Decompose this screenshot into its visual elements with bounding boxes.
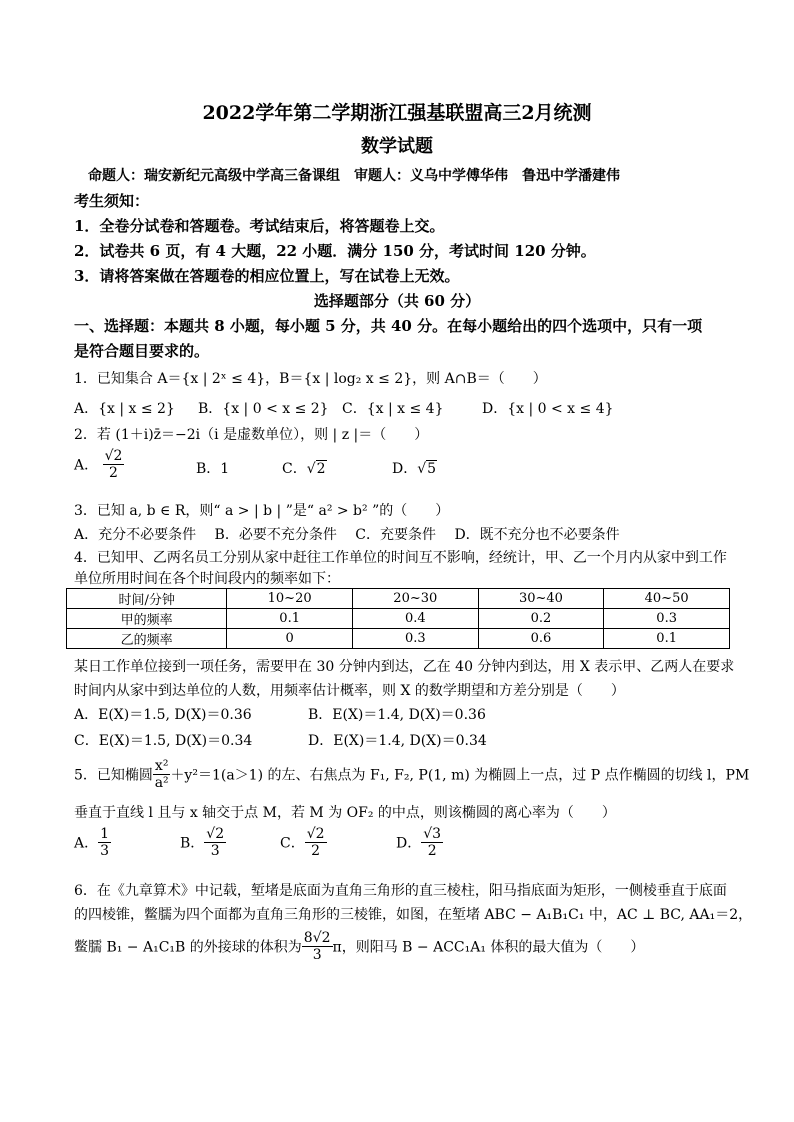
q3-stem: 3．已知 a, b ∈ R，则“ a > | b | ”是“ a² > b² ”的（ ）: [74, 503, 450, 519]
q4-option-b: B．E(X)＝1.4, D(X)＝0.36: [308, 707, 486, 723]
q3-options: A．充分不必要条件 B．必要不充分条件 C．充要条件 D．既不充分也不必要条件: [74, 527, 620, 543]
q4-line-2: 单位所用时间在各个时间段内的频率如下：: [74, 571, 340, 587]
table-cell: 0.3: [604, 609, 730, 629]
q1-option-d: D．{x | 0 < x ≤ 4}: [482, 401, 614, 417]
q5-stem: 5．已知椭圆 $\frac{\text{x²}}{\text{a²}}$ ＋y²＝1(a＞1) 的左、右焦点为 F₁, F₂, P(1, m) 为椭圆上一点，过 P 点作椭圆的切线 l，PM: [74, 758, 750, 791]
q5-option-c: C． $\frac{√2}{2}$: [280, 826, 325, 859]
table-cell: 0.1: [227, 609, 353, 629]
table-cell: 0.2: [478, 609, 604, 629]
notice-item-3: 3．请将答案做在答题卷的相应位置上，写在试卷上无效。: [74, 267, 460, 285]
q2-option-a: A． $\frac{√2}{2}$: [74, 448, 123, 481]
q4-option-a: A．E(X)＝1.5, D(X)＝0.36: [74, 707, 252, 723]
table-header: 40~50: [604, 589, 730, 609]
table-header: 10~20: [227, 589, 353, 609]
q6-line-2: 的四棱锥，鳖臑为四个面都为直角三角形的三棱锥，如图，在堑堵 ABC − A₁B₁C₁ 中，AC ⊥ BC, AA₁＝2，: [74, 907, 753, 923]
table-cell: 乙的频率: [67, 629, 227, 649]
q4-option-c: C．E(X)＝1.5, D(X)＝0.34: [74, 733, 253, 749]
q1-option-a: A．{x | x ≤ 2}: [74, 401, 175, 417]
q2-a-numerator: √2: [104, 448, 123, 464]
q1-option-c: C．{x | x ≤ 4}: [342, 401, 444, 417]
notice-heading: 考生须知：: [74, 192, 150, 210]
q2-stem: 2．若 (1＋i)z̄＝−2i（i 是虚数单位），则 | z |＝（ ）: [74, 427, 429, 443]
q2-a-denominator: 2: [109, 465, 118, 481]
table-cell: 0: [227, 629, 353, 649]
section-intro-2: 是符合题目要求的。: [74, 342, 210, 360]
q2-option-c: C．√2: [282, 461, 326, 477]
table-header: 时间/分钟: [67, 589, 227, 609]
q4-line-1: 4．已知甲、乙两名员工分别从家中赶往工作单位的时间互不影响，经统计，甲、乙一个月内从家中到工作: [74, 550, 727, 566]
table-cell: 甲的频率: [67, 609, 227, 629]
section-intro-1: 一、选择题：本题共 8 小题，每小题 5 分，共 40 分。在每小题给出的四个选项中，只有一项: [74, 317, 703, 335]
notice-item-1: 1．全卷分试卷和答题卷。考试结束后，将答题卷上交。: [74, 217, 445, 235]
table-cell: 0.4: [352, 609, 478, 629]
notice-item-2: 2．试卷共 6 页，有 4 大题，22 小题．满分 150 分，考试时间 120 分钟。: [74, 242, 596, 260]
exam-title: 2022学年第二学期浙江强基联盟高三2月统测: [202, 102, 592, 124]
q6-fraction: $\frac{8√2}{3}$: [303, 930, 331, 963]
q4-option-d: D．E(X)＝1.4, D(X)＝0.34: [308, 733, 487, 749]
q1-option-b: B．{x | 0 < x ≤ 2}: [198, 401, 329, 417]
section-title: 选择题部分（共 60 分）: [313, 292, 481, 310]
q5-line-2: 垂直于直线 l 且与 x 轴交于点 M，若 M 为 OF₂ 的中点，则该椭圆的离心率为（ ）: [74, 805, 616, 821]
table-cell: 0.6: [478, 629, 604, 649]
q6-line-3: 鳖臑 B₁ − A₁C₁B 的外接球的体积为 $\frac{8√2}{3}$ π，则阳马 B − ACC₁A₁ 体积的最大值为（ ）: [74, 930, 645, 963]
q5-fraction: $\frac{\text{x²}}{\text{a²}}$: [154, 758, 169, 791]
table-header-row: [67, 589, 730, 609]
table-cell: 0.3: [352, 629, 478, 649]
q4-line-4: 时间内从家中到达单位的人数，用频率估计概率，则 X 的数学期望和方差分别是（ ）: [74, 683, 625, 699]
q6-line-1: 6．在《九章算术》中记载，堑堵是底面为直角三角形的直三棱柱，阳马指底面为矩形，一侧棱垂直于底面: [74, 883, 727, 899]
table-header: 20~30: [352, 589, 478, 609]
q5-option-b: B． $\frac{√2}{3}$: [180, 826, 225, 859]
q2-option-d: D．√5: [392, 461, 437, 477]
exam-subtitle: 数学试题: [361, 136, 433, 157]
q1-stem: 1．已知集合 A＝{x | 2ˣ ≤ 4}，B＝{x | log₂ x ≤ 2}，则 A∩B＝（ ）: [74, 371, 547, 387]
table-header: 30~40: [478, 589, 604, 609]
q5-option-a: A． $\frac{1}{3}$: [74, 826, 110, 859]
table-row: [67, 629, 730, 649]
table-cell: 0.1: [604, 629, 730, 649]
q4-line-3: 某日工作单位接到一项任务，需要甲在 30 分钟内到达，乙在 40 分钟内到达，用 X 表示甲、乙两人在要求: [74, 659, 735, 675]
authors-line: 命题人：瑞安新纪元高级中学高三备课组 审题人：义乌中学傅华伟 鲁迅中学潘建伟: [88, 168, 620, 184]
q2-option-b: B．1: [196, 461, 230, 477]
q5-option-d: D． $\frac{√3}{2}$: [396, 826, 442, 859]
frequency-table: [66, 588, 730, 649]
table-row: [67, 609, 730, 629]
